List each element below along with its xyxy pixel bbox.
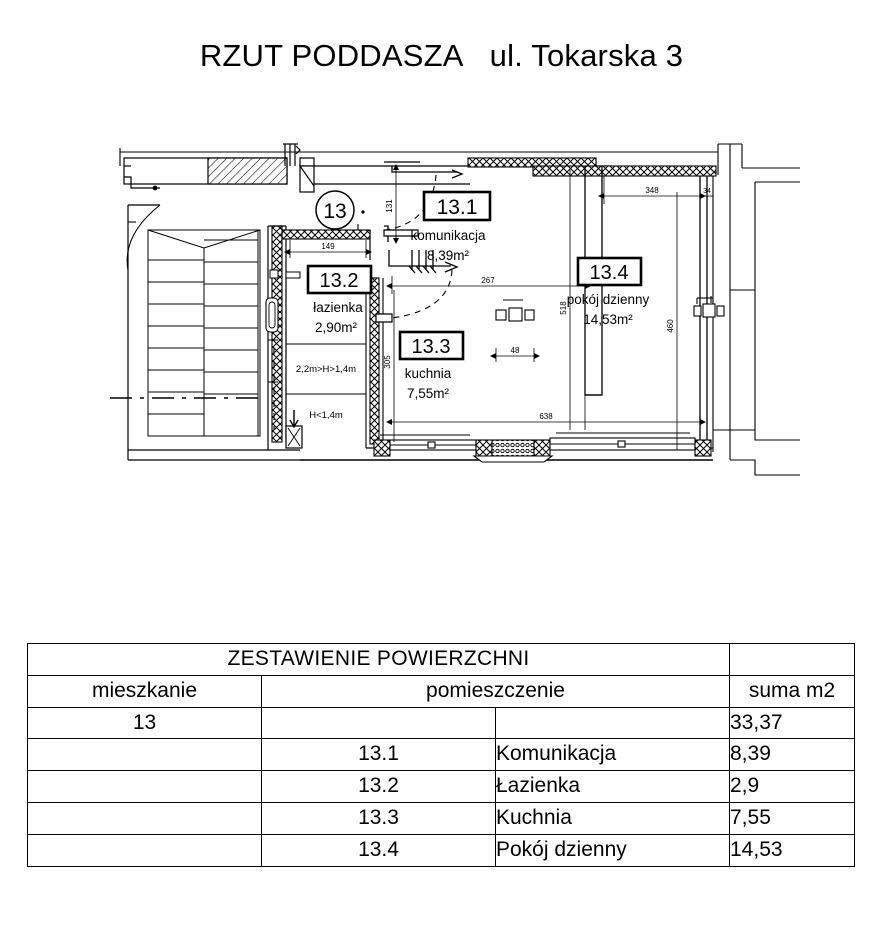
- header-apartment: mieszkanie: [28, 676, 262, 708]
- table-row: [28, 835, 855, 867]
- room-area-13-2: 2,90m²: [314, 320, 358, 335]
- room-area-13-4: 14,53m²: [583, 312, 633, 327]
- room-label-13-1: [410, 192, 490, 263]
- row-3-name: Pokój dzienny: [496, 835, 730, 867]
- header-room: pomieszczenie: [262, 676, 730, 708]
- table-row: [28, 771, 855, 803]
- table-title-row: [28, 644, 855, 676]
- room-name-13-3: kuchnia: [404, 366, 452, 381]
- table-title-blank-cell: [730, 644, 855, 676]
- total-name-blank: [496, 708, 730, 739]
- dimension-638: 638: [539, 412, 553, 421]
- room-code-13-1: 13.1: [436, 196, 478, 219]
- room-area-13-3: 7,55m²: [406, 386, 450, 401]
- room-name-13-4: pokój dzienny: [566, 292, 650, 307]
- row-3-number: 13.4: [262, 835, 496, 867]
- row-0-number: 13.1: [262, 739, 496, 771]
- room-label-13-4: [567, 258, 650, 327]
- floor-plan-svg: [0, 130, 883, 490]
- row-0-name: Komunikacja: [496, 739, 730, 771]
- table-row: [28, 803, 855, 835]
- table-title-cell: ZESTAWIENIE POWIERZCHNI: [28, 644, 730, 676]
- floor-plan-drawing: [0, 130, 883, 490]
- row-3-apartment-blank: [28, 835, 262, 867]
- dimension-48: 48: [510, 346, 520, 355]
- dimension-131: 131: [385, 199, 394, 213]
- dimension-305: 305: [383, 355, 392, 369]
- room-code-13-4: 13.4: [589, 262, 629, 284]
- dimension-149: 149: [321, 242, 335, 251]
- table-header-row: [28, 676, 855, 708]
- room-name-13-2: łazienka: [313, 300, 363, 315]
- room-area-13-1: 8,39m²: [426, 248, 470, 263]
- table-row: [28, 739, 855, 771]
- dimension-34: 34: [703, 188, 711, 195]
- title-address-text: ul. Tokarska 3: [489, 38, 684, 73]
- row-0-sum: 8,39: [730, 739, 855, 771]
- room-code-13-2: 13.2: [319, 270, 359, 292]
- row-1-name: Łazienka: [496, 771, 730, 803]
- room-label-13-3: [400, 332, 463, 401]
- dimension-518: 518: [559, 301, 568, 315]
- page-title: [0, 38, 883, 74]
- row-2-number: 13.3: [262, 803, 496, 835]
- height-note-attic-low: H<1,4m: [309, 410, 343, 421]
- row-2-sum: 7,55: [730, 803, 855, 835]
- apartment-number: 13: [28, 708, 262, 739]
- row-1-sum: 2,9: [730, 771, 855, 803]
- table-row-total: [28, 708, 855, 739]
- dimension-348: 348: [645, 186, 659, 195]
- room-name-13-1: komunikacja: [410, 228, 486, 243]
- room-label-13-2: [308, 266, 371, 335]
- row-1-number: 13.2: [262, 771, 496, 803]
- row-2-apartment-blank: [28, 803, 262, 835]
- row-2-name: Kuchnia: [496, 803, 730, 835]
- header-sum: suma m2: [730, 676, 855, 708]
- area-schedule-table: [27, 643, 855, 867]
- room-code-13-3: 13.3: [411, 336, 451, 358]
- height-note-attic-mid: 2,2m>H>1,4m: [295, 364, 357, 375]
- row-0-apartment-blank: [28, 739, 262, 771]
- apartment-total: 33,37: [730, 708, 855, 739]
- dimension-460: 460: [666, 319, 675, 333]
- apartment-marker-label: 13: [323, 200, 347, 223]
- row-1-apartment-blank: [28, 771, 262, 803]
- total-num-blank: [262, 708, 496, 739]
- apartment-marker: [316, 191, 365, 229]
- dimension-267: 267: [481, 276, 495, 285]
- row-3-sum: 14,53: [730, 835, 855, 867]
- title-main-text: RZUT PODDASZA: [199, 38, 464, 73]
